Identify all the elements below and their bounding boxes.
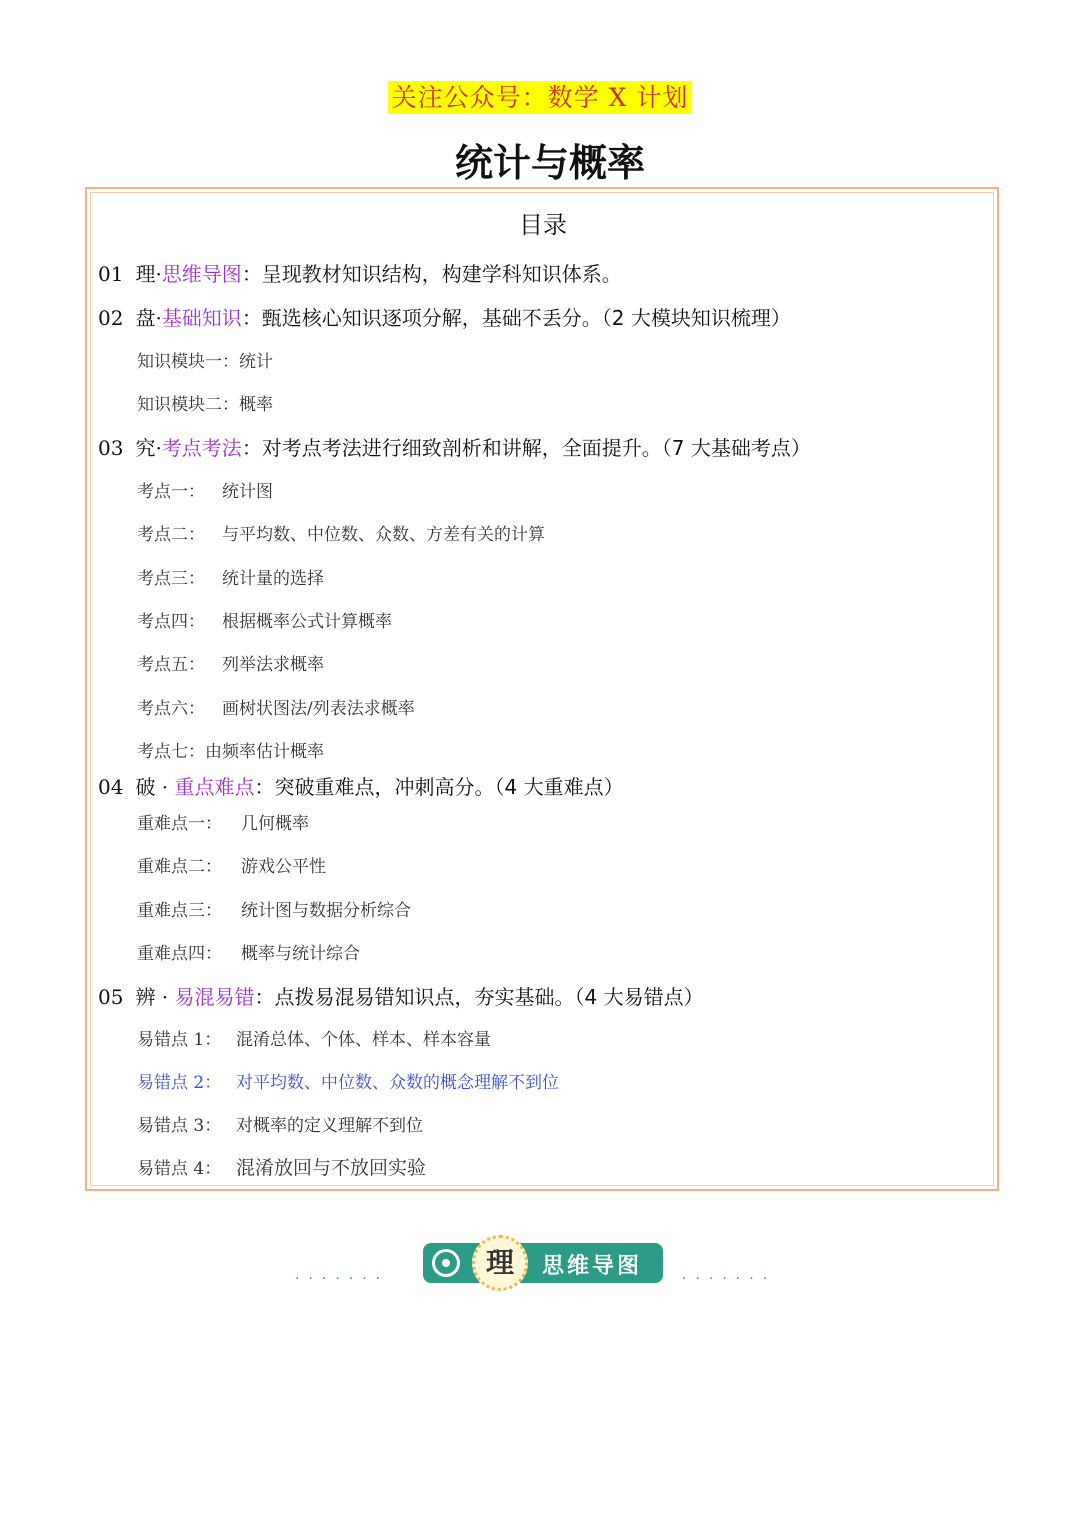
item-text: 统计 <box>239 352 273 372</box>
toc-item-yicuo-4[interactable] <box>137 1153 426 1180</box>
section-keyword: 重点难点 <box>174 775 255 799</box>
item-label: 考点五： <box>137 655 205 675</box>
toc-item-yicuo-3[interactable] <box>137 1111 423 1136</box>
item-text: 统计图与数据分析综合 <box>241 901 411 921</box>
toc-item-zhongnan-3[interactable] <box>137 896 411 921</box>
section-keyword: 考点考法 <box>161 436 242 460</box>
toc-section-05[interactable] <box>98 981 704 1010</box>
section-description: ：点拨易混易错知识点，夯实基础。（4 大易错点） <box>254 985 704 1009</box>
item-label: 重难点一： <box>137 814 222 834</box>
section-description: ：突破重难点，冲刺高分。（4 大重难点） <box>254 775 624 799</box>
toc-item-yicuo-2[interactable] <box>137 1068 559 1093</box>
toc-section-02[interactable] <box>98 302 791 331</box>
section-description: ：甄选核心知识逐项分解，基础不丢分。（2 大模块知识梳理） <box>241 306 791 330</box>
mind-map-section-banner <box>290 1235 800 1295</box>
toc-item-yicuo-1[interactable] <box>137 1025 491 1050</box>
toc-item-zhongnan-1[interactable] <box>137 809 309 834</box>
item-text: 与平均数、中位数、众数、方差有关的计算 <box>222 525 545 545</box>
section-number: 02 <box>98 306 124 330</box>
item-text: 列举法求概率 <box>222 655 324 675</box>
item-label: 考点一： <box>137 482 205 502</box>
item-label: 易错点 3： <box>137 1116 222 1136</box>
item-label: 知识模块一： <box>137 352 239 372</box>
toc-item-kaodian-5[interactable] <box>137 650 324 675</box>
section-description: ：呈现教材知识结构，构建学科知识体系。 <box>241 262 622 286</box>
section-pill-label: 思维导图 <box>542 1254 643 1279</box>
toc-item-kaodian-1[interactable] <box>137 477 273 502</box>
item-text: 由频率估计概率 <box>205 742 324 762</box>
toc-item-module-2[interactable] <box>137 390 273 415</box>
public-account-banner <box>0 78 1080 114</box>
dots-right: ······· <box>682 1271 777 1287</box>
item-label: 易错点 4： <box>137 1159 222 1179</box>
section-lead: 辨 · <box>135 985 175 1009</box>
banner-text: 关注公众号：数学 X 计划 <box>388 81 693 114</box>
toc-item-kaodian-2[interactable] <box>137 520 545 545</box>
toc-section-03[interactable] <box>98 432 811 461</box>
item-label: 考点六： <box>137 699 205 719</box>
item-text: 统计量的选择 <box>222 569 324 589</box>
section-lead: 究· <box>135 436 162 460</box>
item-text: 对概率的定义理解不到位 <box>236 1116 423 1136</box>
item-label: 考点七： <box>137 742 205 762</box>
section-lead: 盘· <box>135 306 162 330</box>
dots-left: ······· <box>295 1271 390 1287</box>
section-badge: 理 <box>472 1235 528 1291</box>
toc-item-kaodian-4[interactable] <box>137 607 392 632</box>
section-number: 05 <box>98 985 124 1009</box>
item-label: 易错点 2： <box>137 1073 222 1093</box>
item-label: 重难点二： <box>137 857 222 877</box>
toc-section-04[interactable] <box>98 771 624 800</box>
section-lead: 破 · <box>135 775 175 799</box>
item-label: 考点三： <box>137 569 205 589</box>
item-text: 根据概率公式计算概率 <box>222 612 392 632</box>
item-label: 考点二： <box>137 525 205 545</box>
toc-item-zhongnan-4[interactable] <box>137 939 360 964</box>
toc-item-kaodian-7[interactable] <box>137 737 324 762</box>
toc-item-kaodian-3[interactable] <box>137 564 324 589</box>
toc-section-01[interactable] <box>98 258 622 287</box>
item-text: 对平均数、中位数、众数的概念理解不到位 <box>236 1073 559 1093</box>
section-keyword: 易混易错 <box>174 985 255 1009</box>
toc-item-module-1[interactable] <box>137 347 273 372</box>
section-lead: 理· <box>135 262 162 286</box>
target-icon <box>432 1249 460 1277</box>
section-number: 03 <box>98 436 124 460</box>
item-text: 画树状图法/列表法求概率 <box>222 699 415 719</box>
section-keyword: 思维导图 <box>161 262 242 286</box>
item-text: 几何概率 <box>241 814 309 834</box>
item-text: 概率 <box>239 395 273 415</box>
item-label: 重难点四： <box>137 944 222 964</box>
section-number: 04 <box>98 775 124 799</box>
item-label: 易错点 1： <box>137 1030 222 1050</box>
toc-item-kaodian-6[interactable] <box>137 694 415 719</box>
section-number: 01 <box>98 262 124 286</box>
item-text: 混淆放回与不放回实验 <box>236 1157 427 1179</box>
toc-item-zhongnan-2[interactable] <box>137 852 326 877</box>
toc-heading: 目录 <box>519 211 567 239</box>
section-keyword: 基础知识 <box>161 306 242 330</box>
page-title: 统计与概率 <box>454 141 645 185</box>
item-text: 统计图 <box>222 482 273 502</box>
item-text: 游戏公平性 <box>241 857 326 877</box>
item-text: 概率与统计综合 <box>241 944 360 964</box>
item-label: 知识模块二： <box>137 395 239 415</box>
section-description: ：对考点考法进行细致剖析和讲解，全面提升。（7 大基础考点） <box>241 436 811 460</box>
item-label: 考点四： <box>137 612 205 632</box>
item-label: 重难点三： <box>137 901 222 921</box>
item-text: 混淆总体、个体、样本、样本容量 <box>236 1030 491 1050</box>
